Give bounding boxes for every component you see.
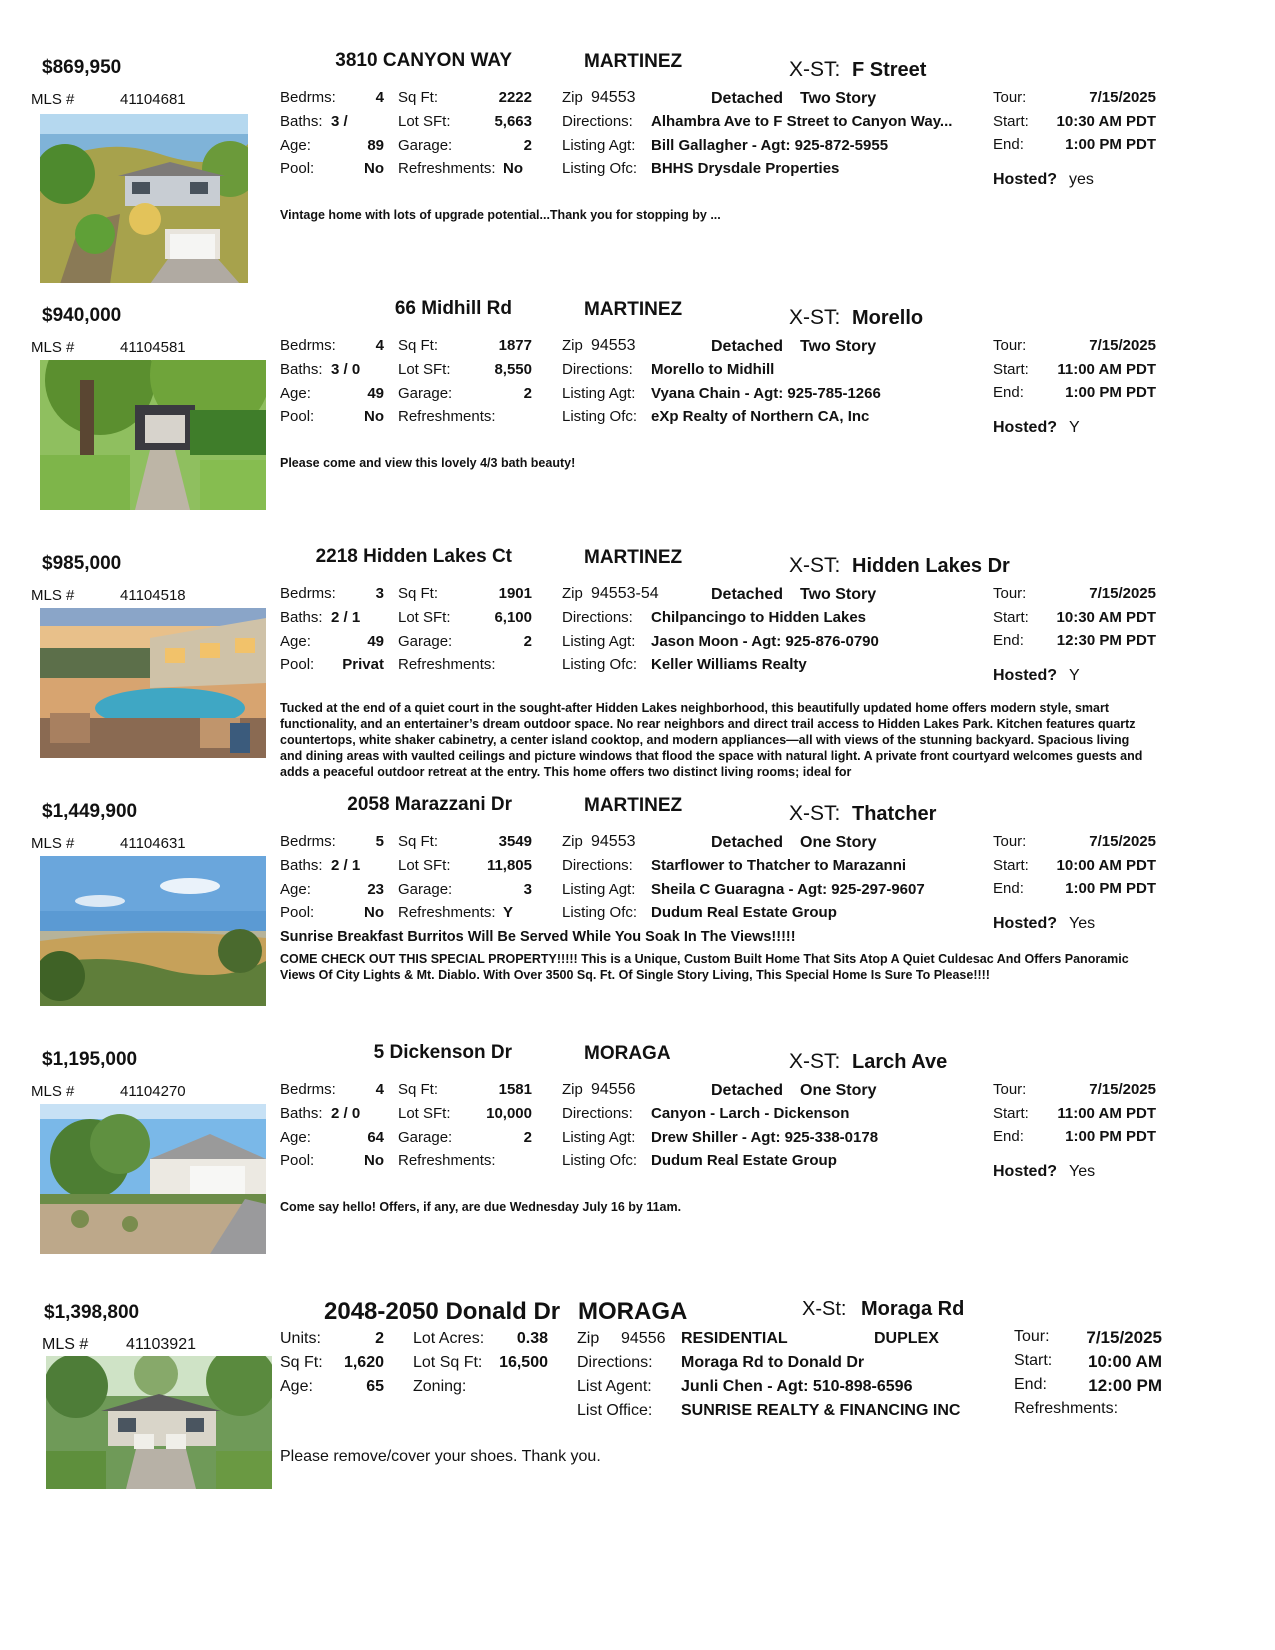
pool-value: No	[364, 160, 384, 177]
directions-label: Directions:	[562, 857, 633, 874]
listing-2	[0, 546, 1275, 806]
lot-sqft-label: Lot SFt:	[398, 1105, 451, 1122]
end-label: End:	[1014, 1376, 1047, 1393]
pool-label: Pool:	[280, 408, 315, 425]
bedrooms-value: 4	[375, 1081, 384, 1098]
start-time: 10:30 AM PDT	[1056, 113, 1156, 130]
tour-label: Tour:	[993, 833, 1027, 850]
garage-label: Garage:	[398, 385, 453, 402]
zip-label: Zip	[562, 585, 583, 602]
agent-value: Vyana Chain - Agt: 925-785-1266	[651, 385, 881, 402]
hosted-label: Hosted?	[993, 1163, 1057, 1180]
price: $985,000	[42, 553, 122, 574]
office-label: List Office:	[577, 1402, 653, 1419]
zip-label: Zip	[562, 833, 583, 850]
baths-value: 2 / 1	[331, 609, 361, 626]
garage-value: 2	[523, 1129, 532, 1146]
hosted-label: Hosted?	[993, 419, 1057, 436]
property-photo	[40, 114, 248, 283]
sqft-value: 3549	[498, 833, 532, 850]
agent-label: Listing Agt:	[562, 633, 636, 650]
mls-label: MLS #	[42, 1336, 89, 1353]
sqft-value: 1581	[498, 1081, 532, 1098]
end-time: 1:00 PM PDT	[1065, 136, 1156, 153]
directions-label: Directions:	[562, 361, 633, 378]
start-label: Start:	[993, 113, 1029, 130]
end-time: 1:00 PM PDT	[1065, 880, 1156, 897]
start-label: Start:	[993, 857, 1029, 874]
garage-value: 3	[523, 881, 532, 898]
address: 66 Midhill Rd	[394, 298, 512, 319]
mls-number: 41104631	[120, 835, 186, 852]
bedrooms-label: Bedrms:	[280, 1081, 336, 1098]
property-type: Detached	[711, 834, 784, 851]
tour-label: Tour:	[993, 1081, 1027, 1098]
sqft-label: Sq Ft:	[280, 1354, 323, 1371]
garage-label: Garage:	[398, 881, 453, 898]
cross-street: Morello	[852, 307, 924, 329]
property-photo	[40, 856, 266, 1006]
zip-label: Zip	[562, 1081, 583, 1098]
stories: One Story	[800, 834, 877, 851]
xst-label: X-ST:	[789, 1050, 841, 1073]
office-value: BHHS Drysdale Properties	[651, 160, 840, 177]
agent-value: Jason Moon - Agt: 925-876-0790	[651, 633, 879, 650]
units-label: Units:	[280, 1330, 321, 1347]
office-value: Dudum Real Estate Group	[651, 904, 837, 921]
agent-label: Listing Agt:	[562, 385, 636, 402]
age-label: Age:	[280, 385, 311, 402]
address: 2218 Hidden Lakes Ct	[315, 546, 512, 567]
mls-label: MLS #	[31, 587, 75, 604]
sqft-label: Sq Ft:	[398, 833, 439, 850]
sqft-value: 2222	[498, 89, 532, 106]
pool-value: Privat	[342, 656, 384, 673]
age-value: 49	[367, 633, 384, 650]
mls-number: 41103921	[126, 1336, 196, 1353]
age-value: 49	[367, 385, 384, 402]
tour-date: 7/15/2025	[1089, 337, 1156, 354]
property-type: RESIDENTIAL	[681, 1330, 788, 1347]
address: 3810 CANYON WAY	[335, 50, 512, 71]
remarks: Tucked at the end of a quiet court in the sought-after Hidden Lakes neighborhood, this beautifully updated home offers modern style, smart functionality, and an entertainer’s dream outdoor space. No rear neighbors and direct trail access to Hidden Lakes Park. Kitchen features quartz countertops, white shaker cabinetry, a center island cooktop, and modern appliances—all with views of the stunning backyard. Spacious living and dining areas with vaulted ceilings and picture windows that flood the space with natural light. A private front courtyard welcomes guests and adds a peaceful outdoor retreat at the entry. This home offers two distinct living rooms; ideal for	[280, 701, 1143, 779]
office-value: eXp Realty of Northern CA, Inc	[651, 408, 870, 425]
bedrooms-value: 4	[375, 337, 384, 354]
bedrooms-label: Bedrms:	[280, 833, 336, 850]
end-time: 1:00 PM PDT	[1065, 384, 1156, 401]
baths-label: Baths:	[280, 113, 323, 130]
listing-3	[0, 794, 1275, 1054]
agent-value: Bill Gallagher - Agt: 925-872-5955	[651, 137, 889, 154]
bedrooms-label: Bedrms:	[280, 337, 336, 354]
xst-label: X-St:	[802, 1298, 847, 1320]
baths-label: Baths:	[280, 361, 323, 378]
start-time: 10:30 AM PDT	[1056, 609, 1156, 626]
start-label: Start:	[993, 361, 1029, 378]
sqft-value: 1877	[498, 337, 532, 354]
office-value: Keller Williams Realty	[651, 656, 807, 673]
pool-label: Pool:	[280, 160, 315, 177]
tour-date: 7/15/2025	[1089, 1081, 1156, 1098]
city: MORAGA	[584, 1043, 671, 1064]
agent-value: Sheila C Guaragna - Agt: 925-297-9607	[651, 881, 925, 898]
city: MARTINEZ	[584, 547, 683, 568]
office-label: Listing Ofc:	[562, 1152, 638, 1169]
baths-value: 3 /	[331, 113, 348, 130]
cross-street: Hidden Lakes Dr	[852, 555, 1010, 577]
zoning-label: Zoning:	[413, 1378, 467, 1395]
age-value: 65	[366, 1378, 384, 1395]
sqft-label: Sq Ft:	[398, 337, 439, 354]
bedrooms-label: Bedrms:	[280, 585, 336, 602]
pool-value: No	[364, 408, 384, 425]
pool-value: No	[364, 1152, 384, 1169]
lot-sqft-value: 5,663	[494, 113, 532, 130]
lot-sqft-value: 8,550	[494, 361, 532, 378]
garage-label: Garage:	[398, 633, 453, 650]
sqft-value: 1,620	[343, 1354, 384, 1371]
age-value: 89	[367, 137, 384, 154]
price: $869,950	[42, 57, 122, 78]
end-time: 12:00 PM	[1088, 1376, 1162, 1395]
zip-value: 94553	[591, 89, 636, 106]
directions-value: Canyon - Larch - Dickenson	[651, 1105, 850, 1122]
garage-value: 2	[523, 137, 532, 154]
sqft-label: Sq Ft:	[398, 585, 439, 602]
agent-label: Listing Agt:	[562, 881, 636, 898]
age-value: 64	[367, 1129, 384, 1146]
start-label: Start:	[993, 1105, 1029, 1122]
property-subtype: DUPLEX	[874, 1330, 939, 1347]
lot-acres-label: Lot Acres:	[413, 1330, 485, 1347]
pool-label: Pool:	[280, 656, 315, 673]
baths-value: 3 / 0	[331, 361, 361, 378]
zip-value: 94556	[621, 1330, 666, 1347]
mls-number: 41104270	[120, 1083, 186, 1100]
directions-value: Starflower to Thatcher to Marazanni	[651, 857, 907, 874]
tour-label: Tour:	[993, 89, 1027, 106]
lot-acres-value: 0.38	[516, 1330, 548, 1347]
baths-label: Baths:	[280, 857, 323, 874]
address: 2058 Marazzani Dr	[347, 794, 512, 815]
start-time: 11:00 AM PDT	[1057, 1105, 1156, 1122]
refreshments-value: Y	[503, 904, 514, 921]
remarks: Please come and view this lovely 4/3 bath beauty!	[280, 456, 576, 470]
hosted-value: yes	[1069, 171, 1094, 188]
cross-street: Thatcher	[852, 803, 937, 825]
tour-date: 7/15/2025	[1089, 833, 1156, 850]
xst-label: X-ST:	[789, 554, 841, 577]
refreshments-label: Refreshments:	[398, 904, 496, 921]
hosted-label: Hosted?	[993, 171, 1057, 188]
price: $1,449,900	[42, 801, 138, 822]
tour-date: 7/15/2025	[1089, 89, 1156, 106]
lot-sqft-value: 16,500	[499, 1354, 548, 1371]
sqft-label: Sq Ft:	[398, 89, 439, 106]
pool-value: No	[364, 904, 384, 921]
directions-label: Directions:	[562, 1105, 633, 1122]
remarks: Vintage home with lots of upgrade potential...Thank you for stopping by ...	[280, 208, 721, 222]
garage-value: 2	[523, 385, 532, 402]
start-label: Start:	[1014, 1352, 1053, 1369]
city: MARTINEZ	[584, 795, 683, 816]
headline: Sunrise Breakfast Burritos Will Be Served While You Soak In The Views!!!!!	[280, 929, 796, 945]
mls-number: 41104581	[120, 339, 186, 356]
stories: One Story	[800, 1082, 877, 1099]
garage-label: Garage:	[398, 1129, 453, 1146]
refreshments-label: Refreshments:	[398, 408, 496, 425]
lot-sqft-value: 10,000	[486, 1105, 532, 1122]
age-label: Age:	[280, 137, 311, 154]
end-label: End:	[993, 136, 1024, 153]
property-type: Detached	[711, 586, 784, 603]
age-label: Age:	[280, 1129, 311, 1146]
start-time: 10:00 AM	[1087, 1352, 1162, 1371]
refreshments-label: Refreshments:	[398, 656, 496, 673]
cross-street: Larch Ave	[852, 1051, 948, 1073]
agent-label: Listing Agt:	[562, 1129, 636, 1146]
hosted-value: Yes	[1069, 915, 1096, 932]
end-label: End:	[993, 632, 1024, 649]
city: MARTINEZ	[584, 299, 683, 320]
agent-value: Junli Chen - Agt: 510-898-6596	[681, 1378, 913, 1395]
office-value: SUNRISE REALTY & FINANCING INC	[681, 1402, 961, 1419]
sqft-value: 1901	[498, 585, 532, 602]
mls-label: MLS #	[31, 1083, 75, 1100]
directions-value: Morello to Midhill	[651, 361, 775, 378]
end-label: End:	[993, 384, 1024, 401]
pool-label: Pool:	[280, 1152, 315, 1169]
garage-label: Garage:	[398, 137, 453, 154]
refreshments-label: Refreshments:	[1014, 1400, 1119, 1417]
listing-0	[0, 50, 1275, 310]
city: MORAGA	[578, 1298, 688, 1325]
office-label: Listing Ofc:	[562, 160, 638, 177]
address: 5 Dickenson Dr	[373, 1042, 512, 1063]
age-label: Age:	[280, 881, 311, 898]
zip-value: 94553-54	[591, 585, 659, 602]
mls-label: MLS #	[31, 339, 75, 356]
lot-sqft-value: 11,805	[486, 857, 532, 874]
start-time: 10:00 AM PDT	[1056, 857, 1156, 874]
lot-sqft-label: Lot SFt:	[398, 609, 451, 626]
office-label: Listing Ofc:	[562, 656, 638, 673]
property-type: Detached	[711, 338, 784, 355]
address: 2048-2050 Donald Dr	[324, 1298, 561, 1325]
units-value: 2	[375, 1330, 384, 1347]
age-value: 23	[367, 881, 384, 898]
agent-label: Listing Agt:	[562, 137, 636, 154]
stories: Two Story	[800, 586, 877, 603]
mls-number: 41104518	[120, 587, 186, 604]
sqft-label: Sq Ft:	[398, 1081, 439, 1098]
property-photo	[40, 360, 266, 510]
bedrooms-value: 4	[375, 89, 384, 106]
tour-date: 7/15/2025	[1089, 585, 1156, 602]
zip-value: 94553	[591, 337, 636, 354]
garage-value: 2	[523, 633, 532, 650]
tour-label: Tour:	[993, 585, 1027, 602]
xst-label: X-ST:	[789, 58, 841, 81]
bedrooms-value: 5	[375, 833, 384, 850]
refreshments-label: Refreshments:	[398, 1152, 496, 1169]
baths-value: 2 / 1	[331, 857, 361, 874]
lot-sqft-label: Lot SFt:	[398, 361, 451, 378]
tour-label: Tour:	[1014, 1328, 1050, 1345]
end-label: End:	[993, 1128, 1024, 1145]
xst-label: X-ST:	[789, 306, 841, 329]
refreshments-label: Refreshments:	[398, 160, 496, 177]
mls-number: 41104681	[120, 91, 186, 108]
mls-label: MLS #	[31, 91, 75, 108]
cross-street: F Street	[852, 59, 927, 81]
zip-label: Zip	[562, 337, 583, 354]
zip-value: 94556	[591, 1081, 636, 1098]
lot-sqft-label: Lot SFt:	[398, 113, 451, 130]
lot-sqft-label: Lot Sq Ft:	[413, 1354, 483, 1371]
hosted-value: Y	[1069, 667, 1080, 684]
directions-label: Directions:	[562, 113, 633, 130]
directions-value: Moraga Rd to Donald Dr	[681, 1354, 865, 1371]
tour-date: 7/15/2025	[1086, 1328, 1162, 1347]
hosted-label: Hosted?	[993, 915, 1057, 932]
office-label: Listing Ofc:	[562, 904, 638, 921]
property-type: Detached	[711, 90, 784, 107]
agent-label: List Agent:	[577, 1378, 652, 1395]
age-label: Age:	[280, 1378, 313, 1395]
end-time: 12:30 PM PDT	[1056, 632, 1156, 649]
remarks: COME CHECK OUT THIS SPECIAL PROPERTY!!!!! This is a Unique, Custom Built Home That Sits Atop A Quiet Culdesac And Offers Panoramic Views Of City Lights & Mt. Diablo. With Over 3500 Sq. Ft. Of Single Story Living, This Special Home Is Sure To Please!!!!	[280, 952, 1129, 982]
listing-4	[0, 1042, 1275, 1302]
age-label: Age:	[280, 633, 311, 650]
office-label: Listing Ofc:	[562, 408, 638, 425]
hosted-value: Yes	[1069, 1163, 1096, 1180]
remarks: Come say hello! Offers, if any, are due Wednesday July 16 by 11am.	[280, 1200, 682, 1214]
baths-label: Baths:	[280, 1105, 323, 1122]
price: $940,000	[42, 305, 122, 326]
tour-label: Tour:	[993, 337, 1027, 354]
lot-sqft-label: Lot SFt:	[398, 857, 451, 874]
stories: Two Story	[800, 90, 877, 107]
property-photo	[46, 1356, 272, 1489]
hosted-value: Y	[1069, 419, 1080, 436]
end-time: 1:00 PM PDT	[1065, 1128, 1156, 1145]
property-type: Detached	[711, 1082, 784, 1099]
bedrooms-value: 3	[375, 585, 384, 602]
directions-value: Chilpancingo to Hidden Lakes	[651, 609, 867, 626]
zip-label: Zip	[562, 89, 583, 106]
hosted-label: Hosted?	[993, 667, 1057, 684]
property-photo	[40, 608, 266, 758]
agent-value: Drew Shiller - Agt: 925-338-0178	[651, 1129, 879, 1146]
bedrooms-label: Bedrms:	[280, 89, 336, 106]
cross-street: Moraga Rd	[861, 1298, 965, 1320]
listing-income	[0, 1290, 1275, 1520]
directions-label: Directions:	[577, 1354, 653, 1371]
remarks: Please remove/cover your shoes. Thank you.	[280, 1448, 601, 1465]
start-time: 11:00 AM PDT	[1057, 361, 1156, 378]
property-photo	[40, 1104, 266, 1254]
pool-label: Pool:	[280, 904, 315, 921]
refreshments-value: No	[503, 160, 523, 177]
zip-label: Zip	[577, 1330, 600, 1347]
price: $1,195,000	[42, 1049, 138, 1070]
start-label: Start:	[993, 609, 1029, 626]
listing-1	[0, 298, 1275, 558]
office-value: Dudum Real Estate Group	[651, 1152, 837, 1169]
price: $1,398,800	[44, 1302, 140, 1323]
lot-sqft-value: 6,100	[494, 609, 532, 626]
xst-label: X-ST:	[789, 802, 841, 825]
baths-value: 2 / 0	[331, 1105, 361, 1122]
city: MARTINEZ	[584, 51, 683, 72]
stories: Two Story	[800, 338, 877, 355]
directions-value: Alhambra Ave to F Street to Canyon Way...	[651, 113, 953, 130]
zip-value: 94553	[591, 833, 636, 850]
end-label: End:	[993, 880, 1024, 897]
directions-label: Directions:	[562, 609, 633, 626]
baths-label: Baths:	[280, 609, 323, 626]
mls-label: MLS #	[31, 835, 75, 852]
